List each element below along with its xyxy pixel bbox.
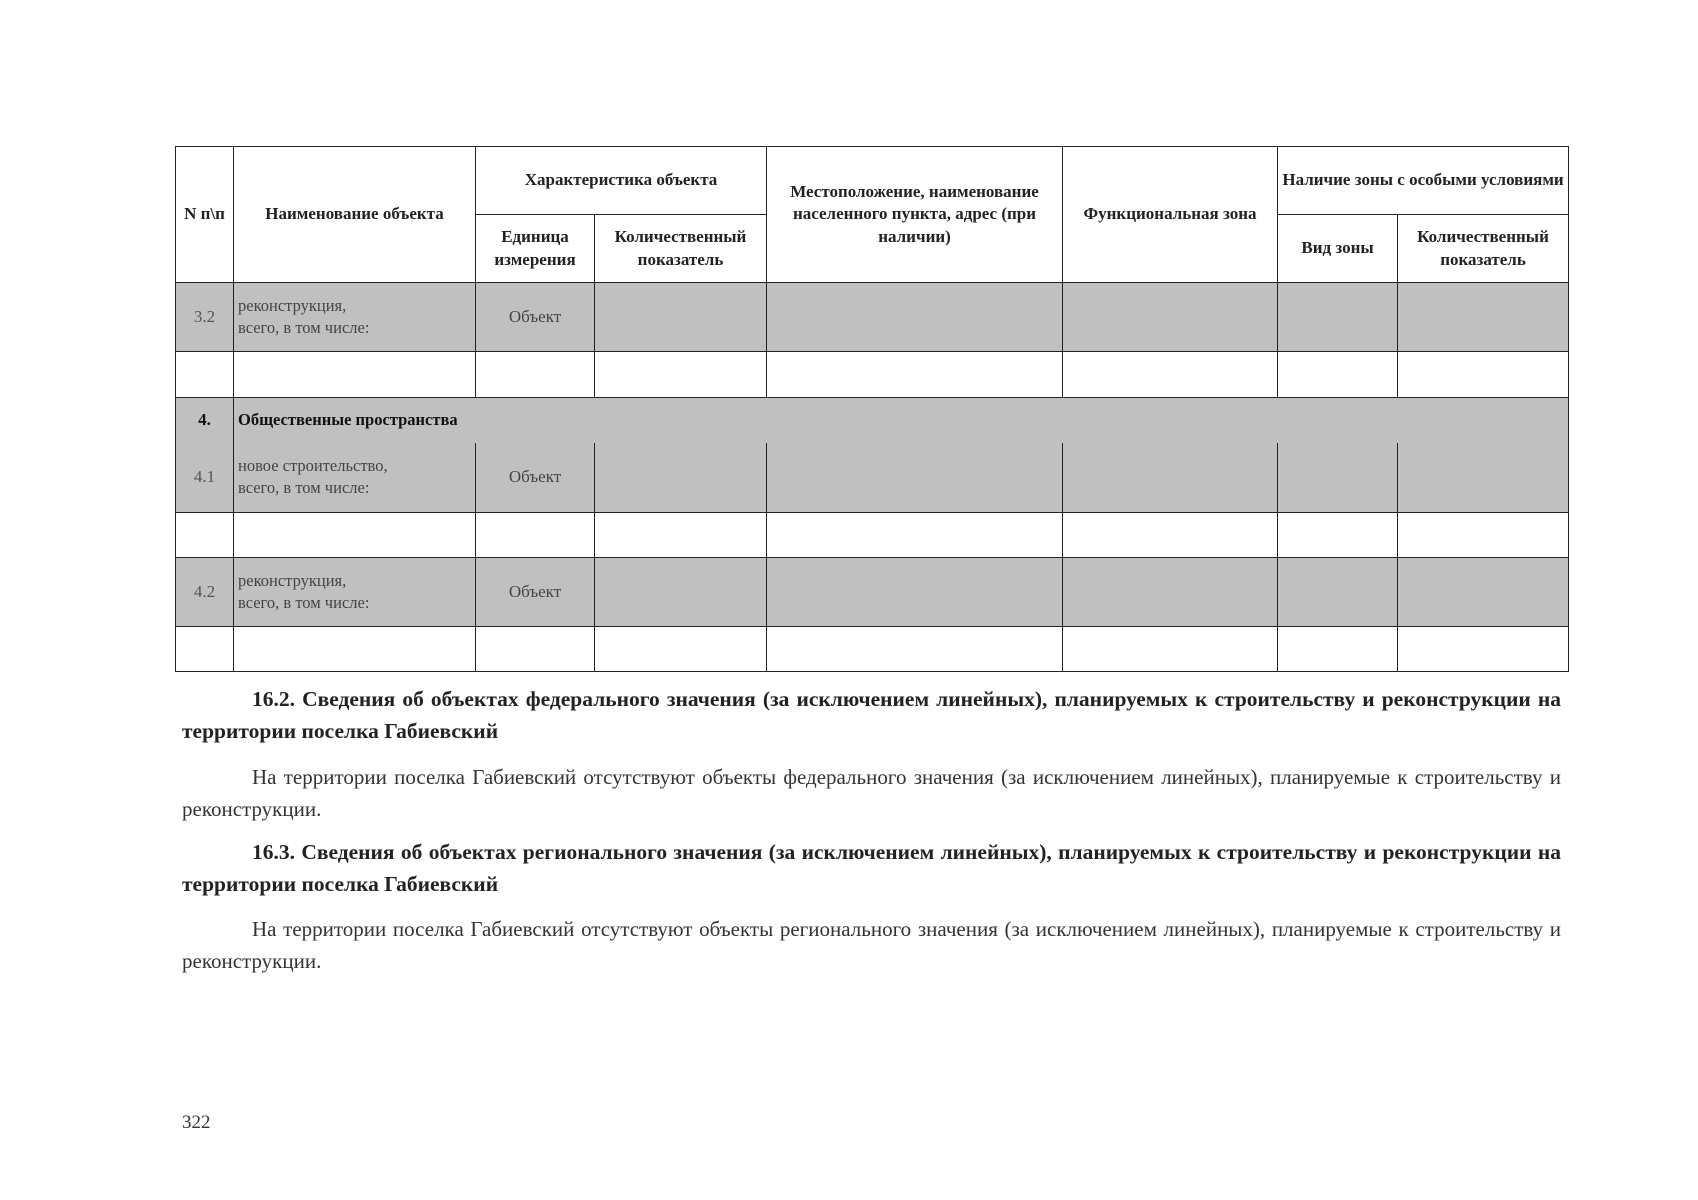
table-row (176, 558, 1569, 627)
row-name: новое строительство, всего, в том числе: (234, 443, 476, 513)
objects-table (175, 146, 1569, 672)
table-row (176, 513, 1569, 558)
header-zone: Функциональная зона (1063, 147, 1278, 283)
row-num: 4.1 (176, 443, 234, 513)
row-name: реконструкция, всего, в том числе: (234, 283, 476, 352)
row-unit: Объект (476, 443, 595, 513)
header-quantity: Количественный показатель (595, 215, 767, 283)
table-row (176, 443, 1569, 513)
section-num: 4. (176, 398, 234, 443)
table-row (176, 627, 1569, 672)
row-unit: Объект (476, 558, 595, 627)
header-zone-type: Вид зоны (1278, 215, 1398, 283)
section-title-16-2: 16.2. Сведения об объектах федерального значения (за исключением линейных), планируемых к строительству и реконструкции на территории поселка Габиевский (182, 687, 1561, 743)
header-zone-quantity: Количественный показатель (1398, 215, 1569, 283)
row-unit: Объект (476, 283, 595, 352)
page-number: 322 (182, 1112, 211, 1133)
row-num: 4.2 (176, 558, 234, 627)
table-row (176, 352, 1569, 398)
section-text-16-2: На территории поселка Габиевский отсутствуют объекты федерального значения (за исключением линейных), планируемые к строительству и реконструкции. (182, 765, 1561, 821)
header-characteristic: Характеристика объекта (476, 147, 767, 215)
header-name: Наименование объекта (234, 147, 476, 283)
row-name: реконструкция, всего, в том числе: (234, 558, 476, 627)
table-section-row (176, 398, 1569, 443)
header-location: Местоположение, наименование населенного пункта, адрес (при наличии) (767, 147, 1063, 283)
header-num: N п\п (176, 147, 234, 283)
section-name: Общественные пространства (234, 398, 1569, 443)
header-unit: Единица измерения (476, 215, 595, 283)
row-num: 3.2 (176, 283, 234, 352)
section-text-16-3: На территории поселка Габиевский отсутствуют объекты регионального значения (за исключением линейных), планируемые к строительству и реконструкции. (182, 917, 1561, 973)
header-special-zone: Наличие зоны с особыми условиями (1278, 147, 1569, 215)
table-row (176, 283, 1569, 352)
section-title-16-3: 16.3. Сведения об объектах регионального значения (за исключением линейных), планируемых к строительству и реконструкции на территории поселка Габиевский (182, 840, 1561, 896)
